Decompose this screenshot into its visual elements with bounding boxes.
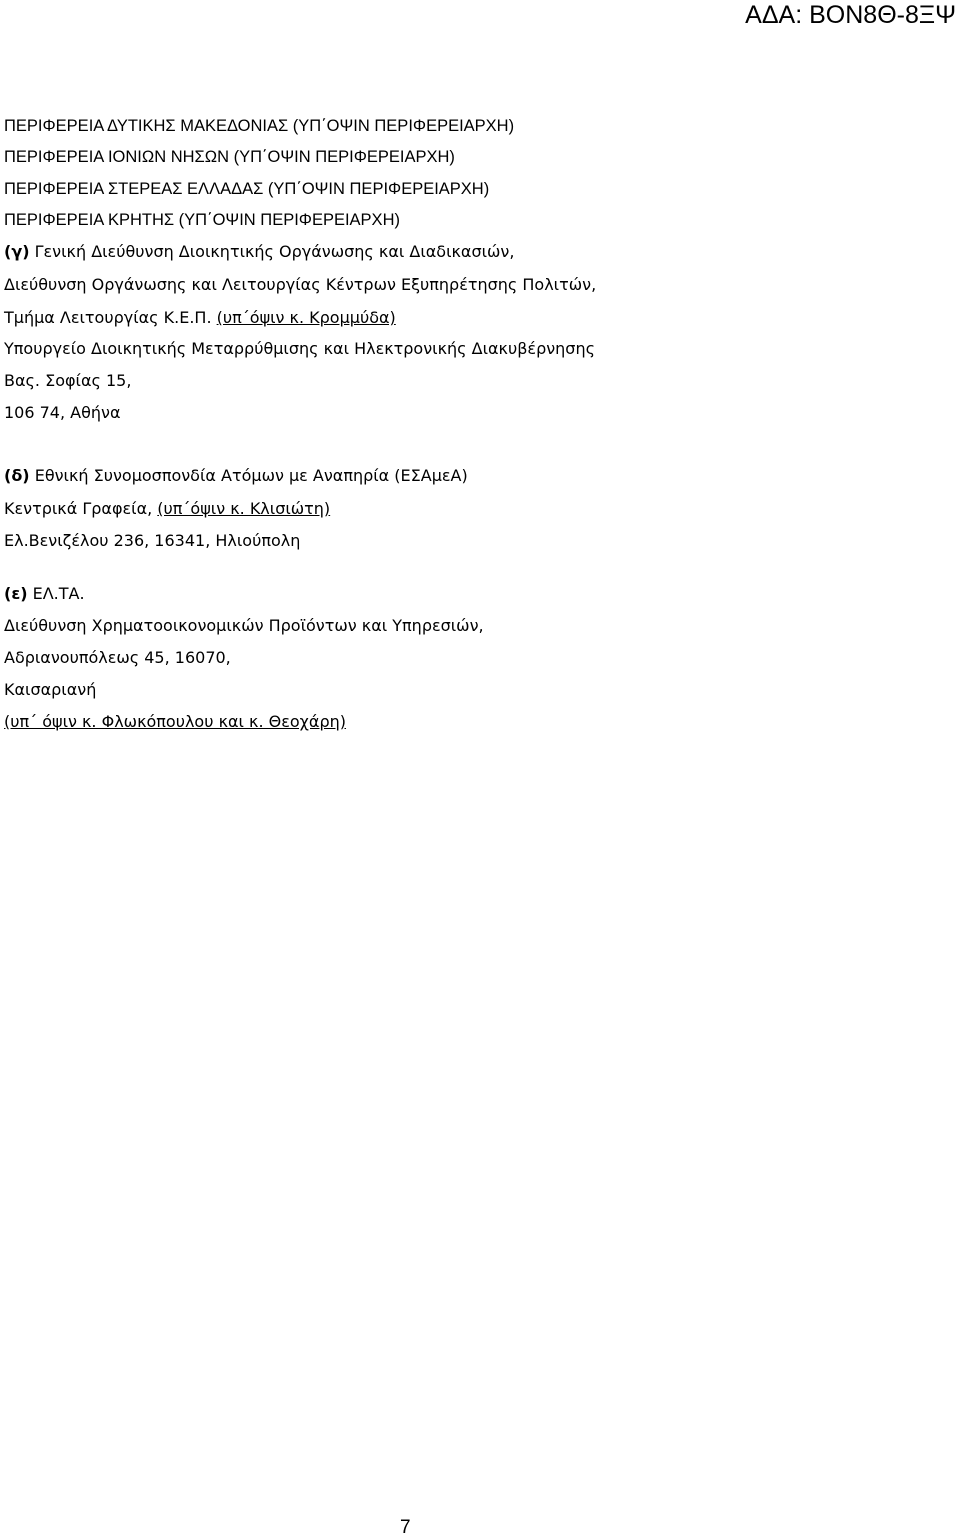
recipient-g-department-text: Τμήμα Λειτουργίας Κ.Ε.Π. — [4, 308, 217, 327]
recipient-d-offices — [4, 499, 330, 519]
recipient-d-line — [4, 466, 468, 486]
attention-klisioti: (υπ΄όψιν κ. Κλισιώτη) — [157, 499, 331, 518]
recipient-g-directorate: Διεύθυνση Οργάνωσης και Λειτουργίας Κέντρων Εξυπηρέτησης Πολιτών, — [4, 275, 597, 294]
recipient-e-street: Αδριανουπόλεως 45, 16070, — [4, 648, 231, 667]
recipient-e-attention — [4, 712, 346, 732]
recipient-e-city: Καισαριανή — [4, 680, 97, 699]
recipient-d-address: Ελ.Βενιζέλου 236, 16341, Ηλιούπολη — [4, 531, 301, 550]
recipient-e-directorate: Διεύθυνση Χρηματοοικονομικών Προϊόντων και Υπηρεσιών, — [4, 616, 484, 635]
recipient-region-central-greece: ΠΕΡΙΦΕΡΕΙΑ ΣΤΕΡΕΑΣ ΕΛΛΑΔΑΣ (ΥΠ΄ΟΨΙΝ ΠΕΡΙΦΕΡΕΙΑΡΧΗ) — [4, 180, 490, 198]
item-label-d: (δ) — [4, 466, 30, 485]
attention-flokopoulou-theochari: (υπ΄ όψιν κ. Φλωκόπουλου και κ. Θεοχάρη) — [4, 712, 346, 731]
recipient-g-street: Βας. Σοφίας 15, — [4, 371, 132, 390]
page-number: 7 — [400, 1517, 411, 1538]
recipient-d-text: Εθνική Συνομοσπονδία Ατόμων με Αναπηρία (ΕΣΑμεΑ) — [29, 466, 468, 485]
item-label-g: (γ) — [4, 242, 30, 261]
recipient-e-line — [4, 584, 85, 604]
attention-kromyda: (υπ΄όψιν κ. Κρομμύδα) — [216, 308, 396, 327]
recipient-d-offices-text: Κεντρικά Γραφεία, — [4, 499, 158, 518]
item-label-e: (ε) — [4, 584, 28, 603]
recipient-g-postal: 106 74, Αθήνα — [4, 403, 121, 422]
recipient-region-crete: ΠΕΡΙΦΕΡΕΙΑ ΚΡΗΤΗΣ (ΥΠ΄ΟΨΙΝ ΠΕΡΙΦΕΡΕΙΑΡΧΗ) — [4, 211, 400, 229]
recipient-region-western-macedonia: ΠΕΡΙΦΕΡΕΙΑ ΔΥΤΙΚΗΣ ΜΑΚΕΔΟΝΙΑΣ (ΥΠ΄ΟΨΙΝ ΠΕΡΙΦΕΡΕΙΑΡΧΗ) — [4, 117, 515, 135]
recipient-g-ministry: Υπουργείο Διοικητικής Μεταρρύθμισης και Ηλεκτρονικής Διακυβέρνησης — [4, 339, 595, 358]
ada-code: ΑΔΑ: ΒΟΝ8Θ-8ΞΨ — [745, 1, 956, 29]
recipient-e-text: ΕΛ.ΤΑ. — [27, 584, 85, 603]
recipient-g-text: Γενική Διεύθυνση Διοικητικής Οργάνωσης και Διαδικασιών, — [29, 242, 515, 261]
recipient-g-line — [4, 242, 514, 262]
recipient-g-department — [4, 308, 396, 328]
recipient-region-ionian-islands: ΠΕΡΙΦΕΡΕΙΑ ΙΟΝΙΩΝ ΝΗΣΩΝ (ΥΠ΄ΟΨΙΝ ΠΕΡΙΦΕΡΕΙΑΡΧΗ) — [4, 148, 455, 166]
